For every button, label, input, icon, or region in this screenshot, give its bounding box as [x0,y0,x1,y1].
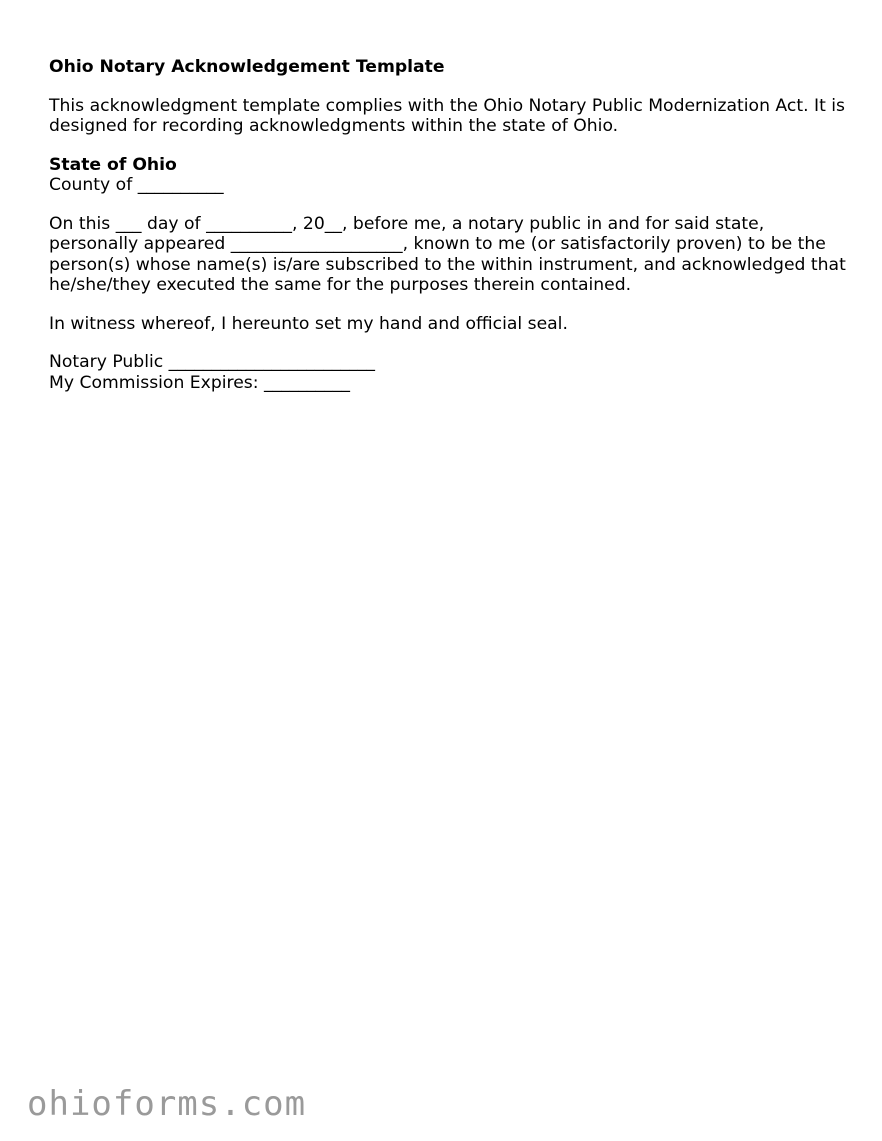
commission-expires-line: My Commission Expires: __________ [49,372,350,393]
state-heading: State of Ohio [49,154,177,175]
document-title: Ohio Notary Acknowledgement Template [49,57,445,77]
signature-block [49,352,849,393]
venue-block [49,155,849,196]
watermark: ohioforms.com [27,1084,307,1124]
witness-statement: In witness whereof, I hereunto set my hand and official seal. [49,313,568,334]
document-page [49,57,849,411]
intro-paragraph: This acknowledgment template complies with the Ohio Notary Public Modernization Act. It is designed for recording acknowledgments within the state of Ohio. [49,95,846,136]
county-line: County of __________ [49,175,224,195]
acknowledgment-paragraph: On this ___ day of __________, 20__, before me, a notary public in and for said state, personally appeared ____________________, known to me (or satisfactorily proven) to be the person(s) whose name(s) is/are subscribed to the within instrument, and acknowledged that he/she/they executed the same for the purposes therein contained. [49,213,846,295]
notary-public-line: Notary Public ________________________ [49,352,375,372]
